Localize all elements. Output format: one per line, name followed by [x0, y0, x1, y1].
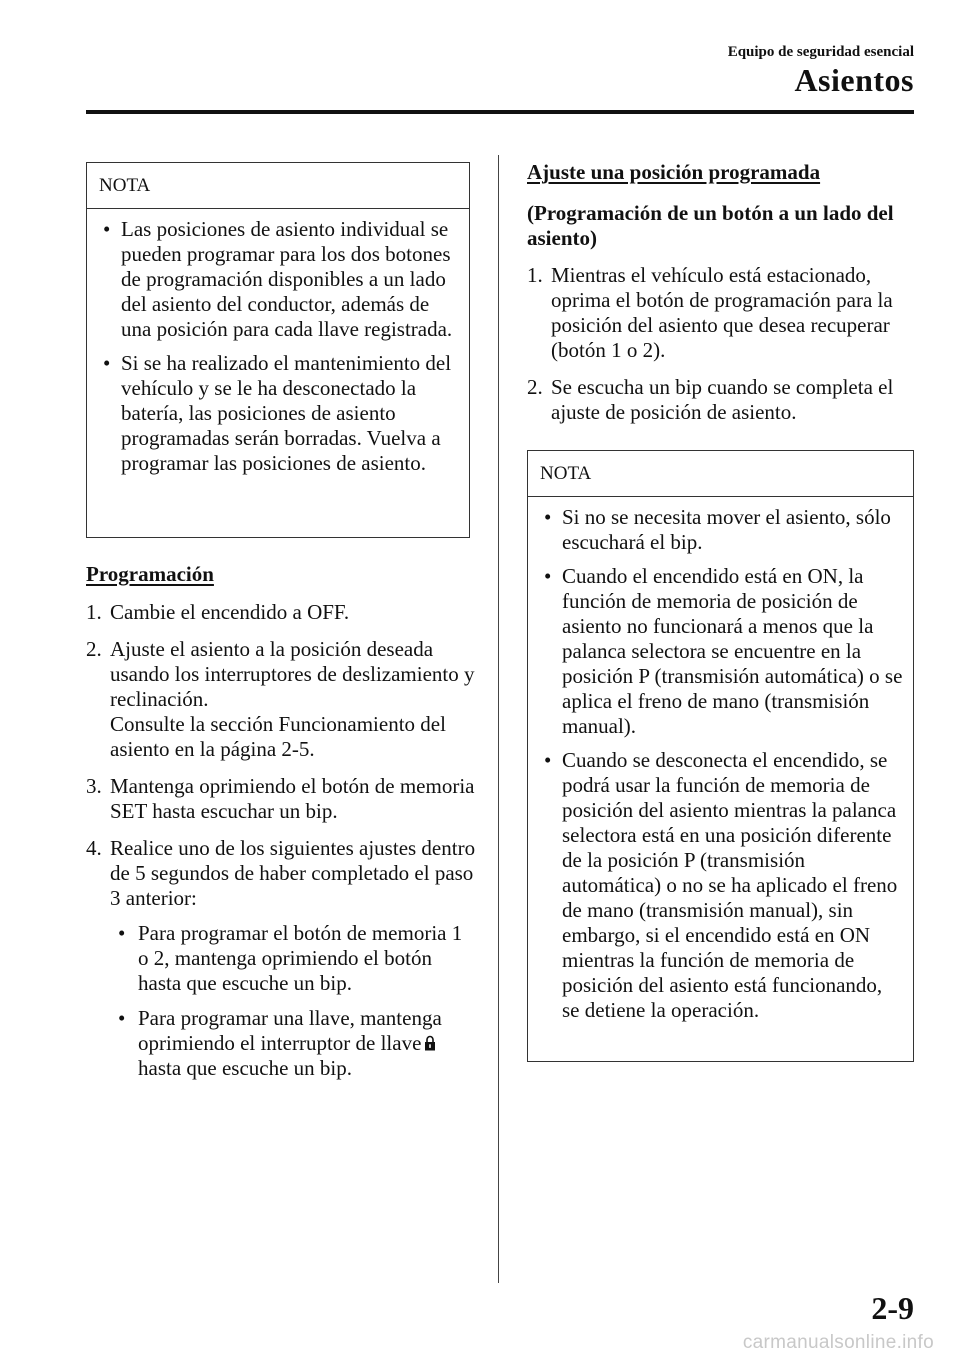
note-list	[528, 497, 913, 1042]
step-sub-list	[110, 921, 476, 1081]
sub-heading-recall: (Programación de un botón a un lado del asiento)	[527, 201, 894, 250]
note-item: • Cuando se desconecta el encendido, se podrá usar la función de memoria de posición del asiento mientras la palanca selectora está en una posición diferente de la posición P (transmisión automática) o no se ha aplicado el freno de mano (transmisión manual), sin embargo, si el encendido está en ON mientras la función de memoria de posición del asiento está funcionando, se detiene la operación.	[538, 748, 903, 1023]
step-item	[86, 600, 476, 625]
running-header-chapter: Asientos	[794, 62, 914, 98]
watermark: carmanualsonline.info	[742, 1332, 934, 1353]
step-number: 3.	[86, 774, 102, 798]
step-item	[86, 774, 476, 824]
section-heading-recall: Ajuste una posición programada	[527, 160, 821, 184]
page-number: 2-9	[871, 1290, 914, 1326]
step-text: Ajuste el asiento a la posición deseada usando los interruptores de deslizamiento y reclinación.	[110, 637, 475, 711]
column-divider	[498, 155, 499, 1283]
step-item	[86, 836, 476, 1081]
running-header-section: Equipo de seguridad esencial	[727, 44, 914, 60]
sub-item: • Para programar el botón de memoria 1 o 2, mantenga oprimiendo el botón hasta que escuche un bip.	[110, 921, 476, 996]
step-item	[527, 375, 914, 425]
step-item	[527, 263, 914, 363]
header-rule	[86, 110, 914, 114]
note-box-left	[86, 162, 470, 538]
sub-item-text: Para programar una llave, mantenga oprimiendo el interruptor de llave	[138, 1006, 442, 1055]
step-text: Se escucha un bip cuando se completa el ajuste de posición de asiento.	[551, 375, 894, 424]
sub-item-text-tail: hasta que escuche un bip.	[138, 1056, 353, 1080]
programming-steps	[86, 600, 476, 1093]
note-item: • Si no se necesita mover el asiento, sólo escuchará el bip.	[538, 505, 903, 555]
note-title: NOTA	[528, 451, 913, 497]
recall-steps	[527, 263, 914, 437]
note-box-right	[527, 450, 914, 1062]
note-item: • Cuando el encendido está en ON, la función de memoria de posición de asiento no funcionará a menos que la palanca selectora se encuentre en la posición P (transmisión automática) o se aplica el freno de mano (transmisión manual).	[538, 564, 903, 739]
step-number: 1.	[86, 600, 102, 624]
step-text: Realice uno de los siguientes ajustes dentro de 5 segundos de haber completado el paso 3 anterior:	[110, 836, 476, 910]
step-item	[86, 637, 476, 762]
step-number: 4.	[86, 836, 102, 860]
note-list	[87, 209, 469, 495]
step-text: Mantenga oprimiendo el botón de memoria SET hasta escuchar un bip.	[110, 774, 475, 823]
step-text: Cambie el encendido a OFF.	[110, 600, 350, 624]
step-number: 1.	[527, 263, 543, 287]
note-title: NOTA	[87, 163, 469, 209]
step-text-reference: Consulte la sección Funcionamiento del asiento en la página 2-5.	[110, 712, 446, 761]
step-text: Mientras el vehículo está estacionado, oprima el botón de programación para la posición del asiento que desea recuperar (botón 1 o 2).	[551, 263, 893, 362]
step-number: 2.	[86, 637, 102, 661]
note-item: • Las posiciones de asiento individual se pueden programar para los dos botones de programación disponibles a un lado del asiento del conductor, además de una posición para cada llave registrada.	[97, 217, 459, 342]
note-item: • Si se ha realizado el mantenimiento del vehículo y se le ha desconectado la batería, las posiciones de asiento programadas serán borradas. Vuelva a programar las posiciones de asiento.	[97, 351, 459, 476]
section-heading-programming: Programación	[86, 562, 214, 586]
lock-key-icon	[424, 1035, 436, 1051]
sub-item	[110, 1006, 476, 1081]
step-number: 2.	[527, 375, 543, 399]
